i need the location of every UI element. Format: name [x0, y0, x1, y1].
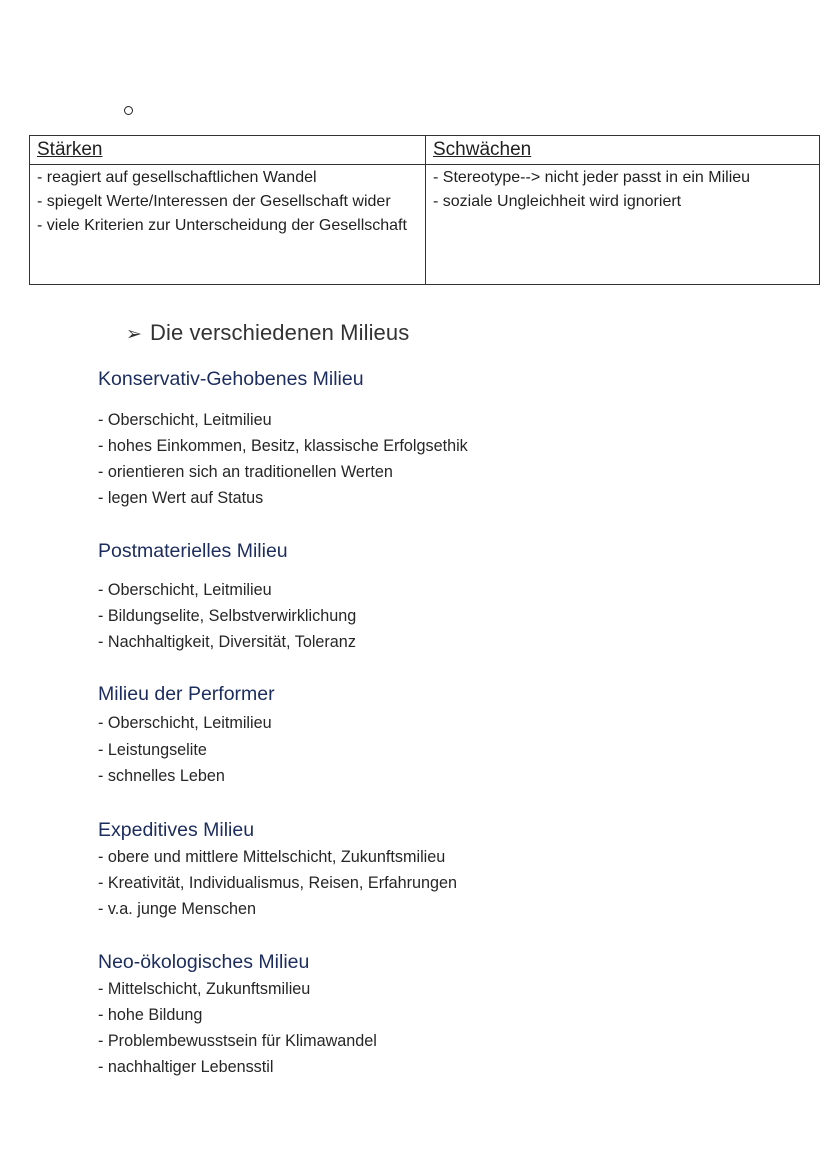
strengths-cell — [30, 165, 426, 285]
list-item: - obere und mittlere Mittelschicht, Zukunftsmilieu — [98, 848, 446, 866]
milieu-title: Milieu der Performer — [98, 683, 275, 705]
section-heading-text: Die verschiedenen Milieus — [150, 320, 410, 345]
weaknesses-header: Schwächen — [426, 136, 820, 165]
weakness-item: - soziale Ungleichheit wird ignoriert — [433, 192, 682, 210]
list-item: - nachhaltiger Lebensstil — [98, 1058, 274, 1076]
milieu-postmateriell — [98, 539, 356, 655]
list-item: - hohes Einkommen, Besitz, klassische Erfolgsethik — [98, 437, 468, 455]
milieu-title: Postmaterielles Milieu — [98, 540, 288, 562]
strength-item: - spiegelt Werte/Interessen der Gesellschaft wider — [37, 192, 391, 210]
list-item: - Mittelschicht, Zukunftsmilieu — [98, 980, 311, 998]
list-item: - Leistungselite — [98, 740, 207, 759]
milieu-title: Neo-ökologisches Milieu — [98, 951, 310, 973]
strength-item: - reagiert auf gesellschaftlichen Wandel — [37, 169, 317, 186]
milieu-title: Expeditives Milieu — [98, 819, 255, 841]
list-item: - Nachhaltigkeit, Diversität, Toleranz — [98, 633, 356, 651]
list-item: - Oberschicht, Leitmilieu — [98, 411, 272, 429]
milieu-expeditiv — [98, 818, 457, 922]
list-item: - legen Wert auf Status — [98, 489, 264, 507]
weaknesses-cell — [426, 165, 820, 285]
milieu-neo-oekologisch — [98, 950, 377, 1080]
milieu-performer — [98, 682, 275, 790]
list-item: - hohe Bildung — [98, 1006, 203, 1024]
milieu-title: Konservativ-Gehobenes Milieu — [98, 368, 364, 390]
list-item: - schnelles Leben — [98, 767, 225, 785]
list-item: - Kreativität, Individualismus, Reisen, Erfahrungen — [98, 874, 457, 892]
section-heading — [126, 320, 409, 346]
list-item: - Bildungselite, Selbstverwirklichung — [98, 607, 357, 625]
strengths-header: Stärken — [30, 136, 426, 165]
weakness-item: - Stereotype--> nicht jeder passt in ein Milieu — [433, 169, 751, 186]
list-item: - Problembewusstsein für Klimawandel — [98, 1032, 377, 1050]
strength-item: - viele Kriterien zur Unterscheidung der Gesellschaft — [37, 216, 407, 234]
list-item: - Oberschicht, Leitmilieu — [98, 714, 272, 732]
arrow-bullet-icon: ➢ — [126, 324, 143, 345]
list-item: - Oberschicht, Leitmilieu — [98, 581, 272, 599]
milieu-konservativ-gehoben — [98, 367, 468, 511]
circle-bullet-icon — [124, 106, 133, 115]
list-item: - v.a. junge Menschen — [98, 900, 257, 918]
strengths-weaknesses-table — [29, 135, 820, 285]
list-item: - orientieren sich an traditionellen Werten — [98, 463, 393, 481]
